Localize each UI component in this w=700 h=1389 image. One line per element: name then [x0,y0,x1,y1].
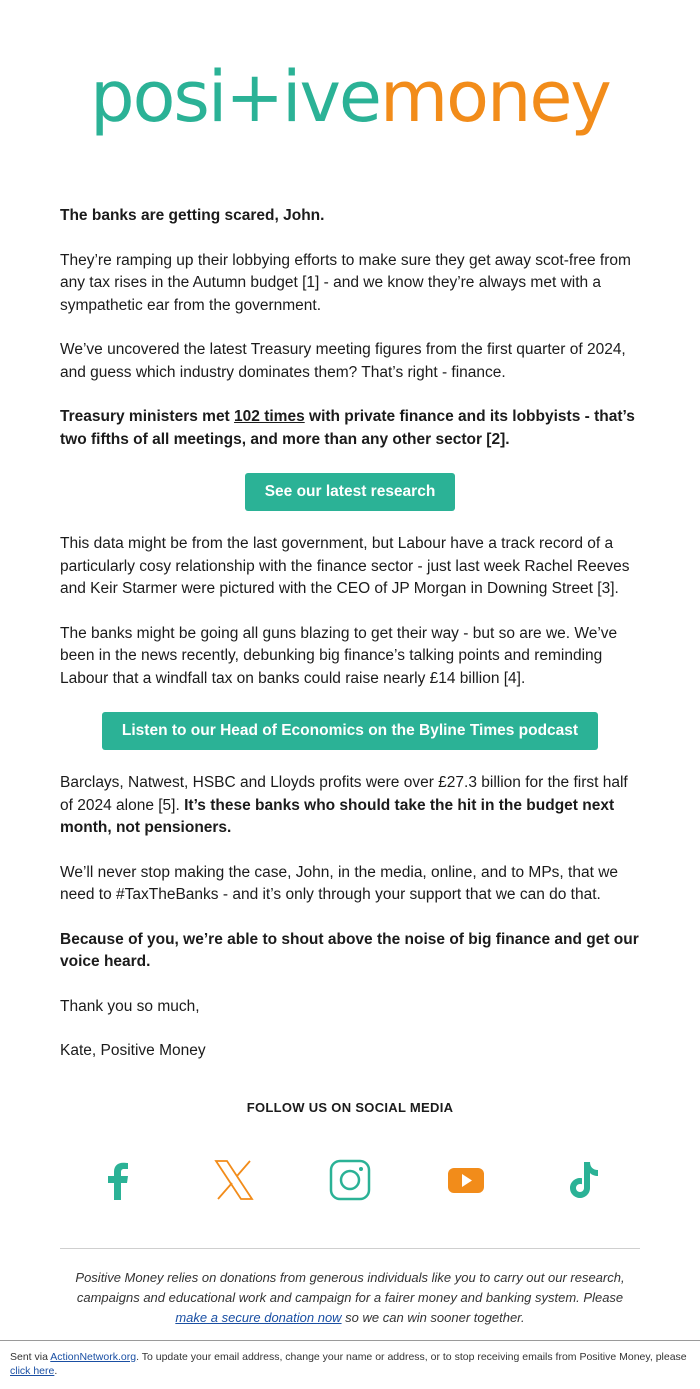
footer-divider [60,1248,640,1249]
logo-positive: posi+ive [90,56,380,138]
actionnetwork-link[interactable]: ActionNetwork.org [50,1351,137,1363]
meetings-count-link[interactable]: 102 times [234,408,305,425]
paragraph-windfall-tax: The banks might be going all guns blazing to get their way - but so are we. We’ve been in the news recently, debunking big finance’s talking points and reminding Labour that a windfall tax on banks could raise nearly £14 billion [4]. [60,624,618,687]
logo-money: money [379,56,610,138]
social-heading: FOLLOW US ON SOCIAL MEDIA [246,1100,454,1115]
thank-you: Thank you so much, [60,997,200,1015]
paragraph-bank-profits: Barclays, Natwest, HSBC and Lloyds profits were over £27.3 billion for the first half of 2024 alone [5]. It’s these banks who should take the hit in the budget next month, not pensioners. [60,774,628,836]
paragraph-tax-the-banks: We’ll never stop making the case, John, in the media, online, and to MPs, that we need to #TaxTheBanks - and it’s only through your support that we can do that. [60,863,619,903]
x-icon[interactable] [210,1156,258,1204]
instagram-icon[interactable] [326,1156,374,1204]
positive-money-logo[interactable] [0,52,700,142]
social-icons [60,1152,640,1208]
donate-link[interactable]: make a secure donation now [175,1310,342,1325]
signature: Kate, Positive Money [60,1042,206,1059]
paragraph-labour-record: This data might be from the last government, but Labour have a track record of a particularly cosy relationship with the finance sector - just last week Rachel Reeves and Keir Starmer were pictured with the CEO of JP Morgan in Downing Street [3]. [60,535,630,597]
see-research-button[interactable]: See our latest research [245,473,456,511]
email-footer: Sent via ActionNetwork.org. To update your email address, change your name or address, or to stop receiving emails from Positive Money, please click here. [0,1340,700,1389]
paragraph-because-of-you: Because of you, we’re able to shout above the noise of big finance and get our voice heard. [60,930,639,970]
listen-podcast-button[interactable]: Listen to our Head of Economics on the Byline Times podcast [102,712,598,750]
tiktok-icon[interactable] [558,1156,606,1204]
paragraph-treasury-figures: We’ve uncovered the latest Treasury meeting figures from the first quarter of 2024, and guess which industry dominates them? That’s right - finance. [60,341,626,381]
paragraph-lobbying: They’re ramping up their lobbying efforts to make sure they get away scot-free from any tax rises in the Autumn budget [1] - and we know they’re always met with a sympathetic ear from the government. [60,251,631,314]
facebook-icon[interactable] [94,1156,142,1204]
unsubscribe-link[interactable]: click here [10,1365,55,1377]
email-body [60,205,640,1085]
greeting: The banks are getting scared, John. [60,207,325,224]
donation-note: Positive Money relies on donations from generous individuals like you to carry out our research, campaigns and educational work and campaign for a fairer money and banking system. Please make a secure donation now so we can win sooner together. [75,1270,625,1325]
youtube-icon[interactable] [442,1156,490,1204]
paragraph-meetings: Treasury ministers met 102 times with private finance and its lobbyists - that’s two fifths of all meetings, and more than any other sector [2]. [60,408,635,448]
